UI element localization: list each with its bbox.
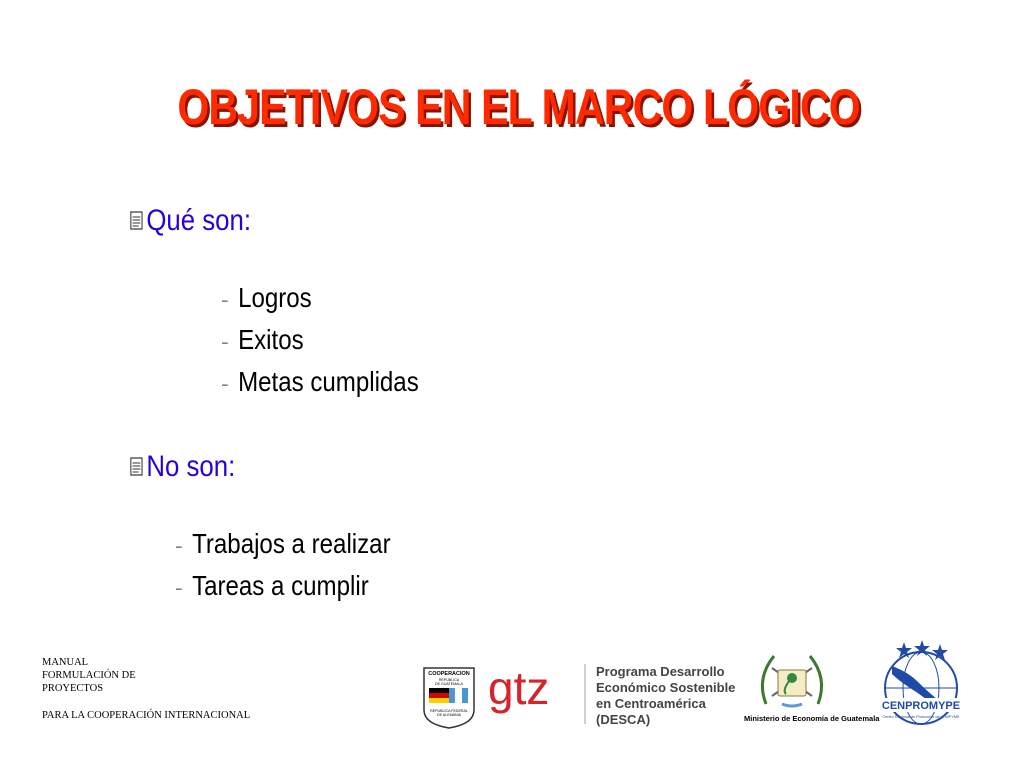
slide-title: OBJETIVOS EN EL MARCO LÓGICO	[177, 79, 860, 135]
dash-bullet-icon: –	[222, 377, 228, 391]
no-son-list	[176, 528, 426, 612]
svg-text:CENPROMYPE: CENPROMYPE	[881, 700, 961, 712]
desca-line: (DESCA)	[596, 712, 651, 727]
dash-bullet-icon: –	[222, 335, 228, 349]
ministerio-label: Ministerio de Economía de Guatemala	[744, 714, 880, 723]
svg-text:COOPERACION: COOPERACION	[428, 671, 470, 677]
list-item	[222, 324, 419, 366]
footer-line: FORMULACIÓN DE	[42, 670, 136, 681]
document-bullet-icon	[130, 457, 144, 477]
list-item-text: Trabajos a realizar	[192, 528, 391, 559]
desca-program-text	[596, 664, 735, 728]
list-item	[176, 570, 391, 612]
svg-text:REPUBLICA FEDERAL: REPUBLICA FEDERAL	[430, 709, 468, 713]
list-item-text: Logros	[238, 282, 312, 313]
svg-text:REPUBLICA: REPUBLICA	[438, 678, 460, 682]
section-heading-label: No son:	[146, 450, 236, 483]
cooperacion-logo	[422, 666, 476, 730]
list-item	[222, 282, 419, 324]
dash-bullet-icon: –	[222, 293, 228, 307]
desca-line: Programa Desarrollo	[596, 664, 725, 679]
gtz-logo	[484, 666, 576, 724]
list-item	[176, 528, 391, 570]
section-heading-que-son	[130, 204, 251, 238]
document-bullet-icon	[130, 211, 144, 231]
section-heading-no-son	[130, 450, 235, 484]
dash-bullet-icon: –	[176, 539, 182, 553]
footer-text	[42, 656, 250, 722]
svg-text:Centro Regional de Promoción d: Centro Regional de Promoción de la MIPYME	[882, 715, 960, 719]
footer-line: PROYECTOS	[42, 683, 104, 694]
dash-bullet-icon: –	[176, 581, 182, 595]
list-item-text: Exitos	[238, 324, 304, 355]
svg-text:DE ALEMANIA: DE ALEMANIA	[437, 713, 461, 717]
svg-text:gtz: gtz	[488, 666, 550, 714]
desca-line: Económico Sostenible	[596, 680, 736, 695]
cenpromype-logo	[874, 638, 968, 730]
section-heading-label: Qué son:	[146, 204, 252, 237]
list-item-text: Metas cumplidas	[238, 366, 419, 397]
logo-divider	[584, 664, 586, 724]
footer-line: MANUAL	[42, 657, 89, 668]
coat-of-arms-icon	[752, 648, 832, 712]
footer-line: PARA LA COOPERACIÓN INTERNACIONAL	[42, 710, 251, 721]
list-item-text: Tareas a cumplir	[192, 570, 369, 601]
desca-line: en Centroamérica	[596, 696, 706, 711]
que-son-list	[222, 282, 451, 408]
svg-text:DE GUATEMALA: DE GUATEMALA	[435, 682, 463, 686]
list-item	[222, 366, 419, 408]
